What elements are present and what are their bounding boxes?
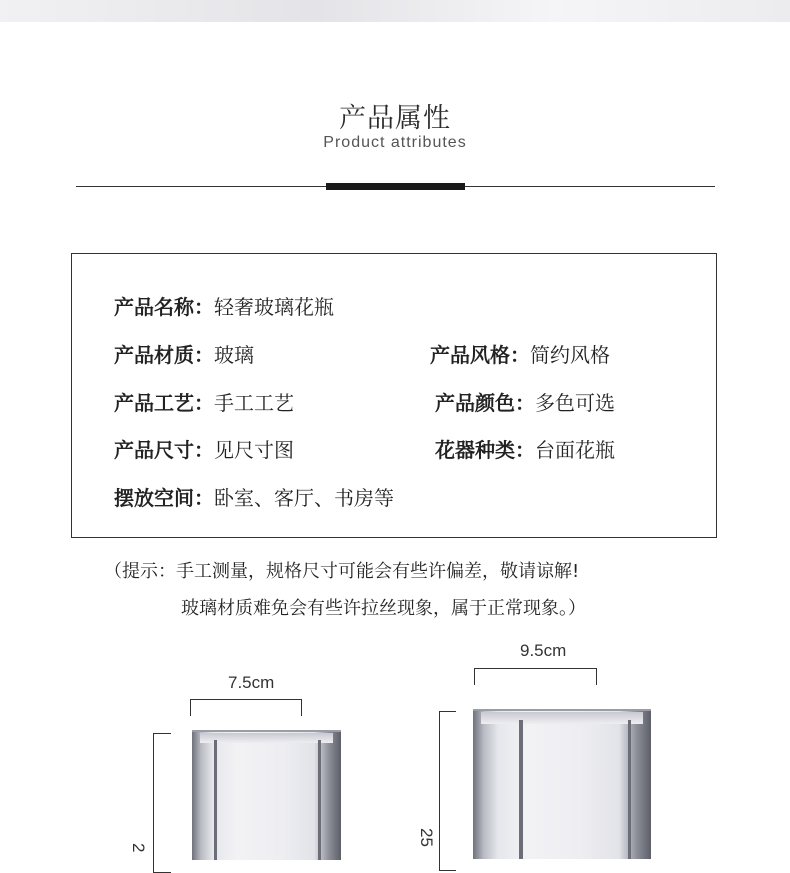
- section-title: 产品属性: [339, 103, 451, 134]
- vase2-inner-edge: [519, 720, 523, 859]
- attr-label: 产品尺寸：: [114, 438, 214, 462]
- vase1-height-label: 2: [129, 843, 148, 853]
- attr-style: [430, 339, 610, 368]
- attr-label: 摆放空间：: [114, 486, 214, 510]
- section-subtitle: Product attributes: [323, 134, 467, 151]
- attr-value: 玻璃: [214, 343, 254, 367]
- vase1-width-label: 7.5cm: [228, 673, 275, 692]
- attr-craft: [114, 387, 294, 416]
- attr-value: 简约风格: [530, 343, 610, 367]
- attr-value: 卧室、客厅、书房等: [214, 486, 394, 510]
- attr-label: 产品材质：: [114, 343, 214, 367]
- top-banner-strip: [0, 0, 790, 22]
- vase2-inner-edge: [628, 720, 631, 859]
- attr-color: [435, 387, 615, 416]
- attr-value: 台面花瓶: [535, 438, 615, 462]
- attr-label: 产品名称：: [114, 295, 214, 319]
- attr-size: [114, 434, 294, 463]
- vase2-image: [473, 709, 651, 859]
- attr-material: [114, 339, 254, 368]
- note-line-1: （提示：手工测量，规格尺寸可能会有些许偏差，敬请谅解!: [104, 561, 580, 582]
- vase1-width-bracket: [190, 699, 302, 716]
- attr-value: 见尺寸图: [214, 438, 294, 462]
- attr-label: 产品风格：: [430, 343, 530, 367]
- attr-label: 产品颜色：: [435, 391, 535, 415]
- attr-value: 手工工艺: [214, 391, 294, 415]
- vase2-height-bracket: [439, 711, 456, 871]
- vase2-width-label: 9.5cm: [520, 641, 567, 660]
- vase2-rim: [481, 712, 643, 724]
- vase1-inner-edge: [318, 740, 321, 860]
- vase1-height-bracket: [153, 733, 171, 873]
- attr-value: 多色可选: [535, 391, 615, 415]
- vase2-width-bracket: [474, 668, 597, 685]
- vase2-height-label: 25: [417, 828, 436, 847]
- divider-accent-bar: [326, 183, 465, 190]
- vase1-inner-edge: [214, 740, 217, 860]
- attr-product-name: [114, 291, 334, 320]
- note-line-2: 玻璃材质难免会有些许拉丝现象，属于正常现象。）: [181, 598, 586, 619]
- attr-label: 产品工艺：: [114, 391, 214, 415]
- attr-value: 轻奢玻璃花瓶: [214, 295, 334, 319]
- vase1-rim: [200, 733, 333, 743]
- attr-label: 花器种类：: [435, 438, 535, 462]
- attr-placement: [114, 482, 394, 511]
- attr-vase-type: [435, 434, 615, 463]
